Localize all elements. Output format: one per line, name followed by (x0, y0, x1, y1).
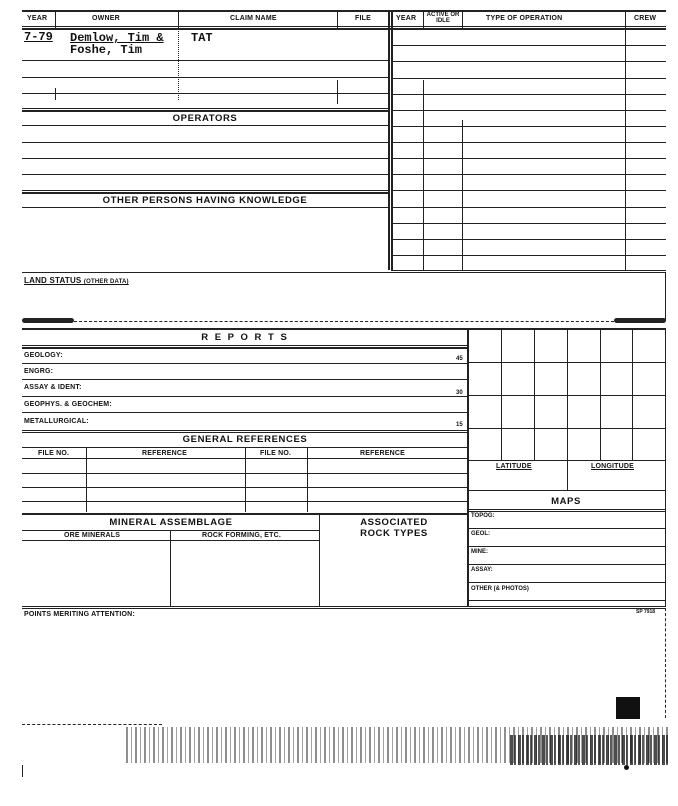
entry-owner-line2: Foshe, Tim (70, 43, 143, 57)
ore-minerals-label: ORE MINERALS (64, 532, 121, 539)
header-type-of-operation: TYPE OF OPERATION (486, 15, 563, 22)
map-assay: ASSAY: (471, 567, 493, 573)
ref-file-no-1: FILE NO. (38, 450, 70, 457)
black-square-mark (616, 697, 640, 719)
map-other-photos: OTHER (& PHOTOS) (471, 586, 529, 592)
report-geology: GEOLOGY: (24, 352, 63, 359)
grid-number-15: 15 (456, 422, 463, 428)
header-file: FILE (355, 15, 371, 22)
general-references-heading: GENERAL REFERENCES (182, 434, 308, 445)
header-active-or-idle: ACTIVE OR IDLE (426, 12, 460, 24)
report-geophys-geochem: GEOPHYS. & GEOCHEM: (24, 401, 112, 408)
header-claim-name: CLAIM NAME (230, 15, 277, 22)
header-crew: CREW (634, 15, 657, 22)
operators-heading: OPERATORS (172, 113, 238, 124)
report-engrg: ENGRG: (24, 368, 54, 375)
mineral-assemblage-heading: MINERAL ASSEMBLAGE (109, 517, 233, 528)
maps-heading: MAPS (551, 496, 581, 507)
report-assay-ident: ASSAY & IDENT: (24, 384, 82, 391)
associated-rock-types-heading: ASSOCIATED ROCK TYPES (360, 517, 428, 539)
rock-forming-label: ROCK FORMING, ETC. (202, 532, 282, 539)
header-year-2: YEAR (396, 15, 417, 22)
map-geol: GEOL: (471, 531, 490, 537)
header-owner: OWNER (92, 15, 120, 22)
smudge-right (614, 318, 666, 323)
ref-reference-2: REFERENCE (360, 450, 405, 457)
map-mine: MINE: (471, 549, 488, 555)
grid-number-45: 45 (456, 356, 463, 362)
header-year: YEAR (27, 15, 48, 22)
entry-claim-name: TAT (191, 31, 213, 45)
ref-reference-1: REFERENCE (142, 450, 187, 457)
grid-number-30: 30 (456, 390, 463, 396)
ref-file-no-2: FILE NO. (260, 450, 292, 457)
longitude-label: LONGITUDE (591, 463, 635, 470)
form-number: SP 7918 (636, 609, 656, 615)
map-topog: TOPOG: (471, 513, 495, 519)
land-status-heading: LAND STATUS (OTHER DATA) (24, 276, 129, 285)
points-meriting-attention-label: POINTS MERITING ATTENTION: (24, 611, 135, 618)
entry-year: 7-79 (24, 30, 53, 44)
smudge-left (22, 318, 74, 323)
reports-heading: R E P O R T S (201, 332, 289, 343)
other-persons-heading: OTHER PERSONS HAVING KNOWLEDGE (102, 195, 308, 206)
entry-owner-line1: Demlow, Tim & (70, 31, 164, 45)
scan-noise-dark (510, 735, 668, 765)
scan-dot (624, 765, 629, 770)
report-metallurgical: METALLURGICAL: (24, 418, 89, 425)
latitude-label: LATITUDE (496, 463, 532, 470)
